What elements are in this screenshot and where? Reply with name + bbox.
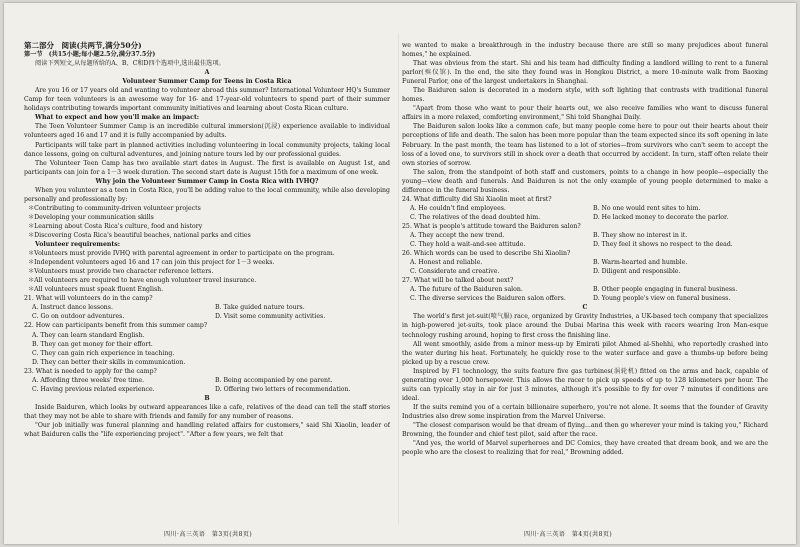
bullet-item: ＊Learning about Costa Rica's culture, food and history [28,222,203,230]
options-row [24,312,390,321]
requirement-item: ＊Independent volunteers aged 16 and 17 can join this project for 1－3 weeks. [28,259,275,267]
options-row [402,267,768,276]
option-b[interactable]: B. Being accompanied by one parent. [215,376,333,384]
passage-a-para-1: The Teen Volunteer Summer Camp is an incredible cultural immersion(沉浸) experience available to individual volunteers aged 16 and 17 and it is fully accompanied by adults. [24,123,390,140]
option-b[interactable]: B. They can get money for their effort. [32,340,153,348]
passage-a-para-2: Participants will take part in planned activities including volunteering in local community projects, taking local dance lessons, going on cultural adventures, and joining nature tours led by our professional guides. [24,141,390,158]
option-c[interactable]: C. The diverse services the Baiduren salon offers. [410,295,566,303]
question-26: 26. Which words can be used to describe Shi Xiaolin? [402,250,571,258]
question-22: 22. How can participants benefit from this summer camp? [24,322,208,330]
options-row [24,376,390,385]
options-row [402,258,768,267]
passage-b-para-1: Inside Baiduren, which looks by outward appearances like a cafe, relatives of the dead can tell the staff stories that they may not be able to share with friends and family for any number of reasons. [24,403,390,420]
options-row [402,213,768,222]
option-d[interactable]: D. Offering two letters of recommendation. [215,385,351,393]
option-c[interactable]: C. The relatives of the dead doubted him. [410,213,541,221]
option-b[interactable]: B. Take guided nature tours. [215,304,305,312]
right-column [402,41,768,524]
option-d[interactable]: D. Visit some community activities. [215,313,326,321]
passage-b-para-2: "Our job initially was funeral planning and handling related affairs for customers," said Shi Xiaolin, leader of what Baiduren calls the "life experiencing project". "After a few years, we felt that [24,421,390,439]
option-c[interactable]: C. Considerate and creative. [410,268,500,276]
passage-c-para-4: If the suits remind you of a certain billionaire superhero, you're not alone. It seems that the founder of Gravity Industries also drew some inspiration from the Marvel Universe. [402,403,768,420]
passage-b-letter: B [204,394,210,402]
passage-b-para-6: The Baiduren salon looks like a common cafe, but many people come here to pour out their hearts about their perceptions of life and death. The salon has been more popular than the team expected since its soft opening in late February. In the past month, the team has listened to a lot of stories—from survivors who can't seem to accept the loss of a loved one, to survivors still in shock over a death that occurred by accident. In turn, staff often relate their own stories of sorrow. [402,123,768,167]
passage-a-heading-3: Volunteer requirements: [35,241,121,249]
options-row [402,240,768,249]
option-d[interactable]: D. They can better their skills in communication. [32,358,186,366]
option-c[interactable]: C. They hold a wait-and-see attitude. [410,241,526,249]
page-footer-right: 四川·高三英语 第4页(共8页) [524,531,613,538]
part-heading: 第二部分 阅读(共两节,满分50分) [24,41,142,50]
page-footer-left: 四川·高三英语 第3页(共8页) [164,531,253,538]
requirement-item: ＊Volunteers must provide IVHQ with parental agreement in order to participate on the program. [28,250,335,258]
passage-a-intro: Are you 16 or 17 years old and wanting to volunteer abroad this summer? International Volunteer HQ's Summer Camp for teen volunteers is an awesome way for 16- and 17-year-old volunteers to spend part of their summer holidays contributing towards important community initiatives and learning about Costa Rican culture. [24,87,390,113]
option-b[interactable]: B. Warm-hearted and humble. [593,259,688,267]
options-row [24,358,390,367]
option-c[interactable]: C. They can gain rich experience in teaching. [32,349,175,357]
left-column [24,41,390,524]
requirement-item: ＊All volunteers must speak fluent English. [28,286,164,294]
option-a[interactable]: A. Honest and reliable. [410,259,483,267]
option-c[interactable]: C. Go on outdoor adventures. [32,313,125,321]
options-row [402,231,768,240]
bullet-item: ＊Developing your communication skills [28,213,154,221]
option-a[interactable]: A. They accept the new trend. [410,231,505,239]
option-a[interactable]: A. The future of the Baiduren salon. [410,286,523,294]
options-row [402,204,768,213]
options-row [24,385,390,394]
passage-c-para-2: All went smoothly, aside from a minor mess-up by Emirati pilot Ahmed al-Shehhi, who reportedly crashed into the water during his heat. Fortunately, he quickly rose to the water surface and gave a thumbs-up before being picked up by a rescue crew. [402,340,768,366]
passage-b-para-7: The salon, from the standpoint of both staff and customers, points to a change in how people—especially the young—view death and funerals. And Baiduren is not the only example of young people determined to make a difference in the funeral business. [402,168,768,194]
passage-c-para-5: "The closest comparison would be that dream of flying...and then go wherever your mind is taking you," Richard Browning, the founder and chief test pilot, said after the race. [402,421,768,439]
option-d[interactable]: D. They feel it shows no respect to the dead. [593,241,733,249]
requirement-item: ＊Volunteers must provide two character reference letters. [28,268,214,276]
option-d[interactable]: D. Young people's view on funeral business. [593,295,731,303]
options-row [402,285,768,294]
passage-a-heading-1: What to expect and how you'll make an impact: [35,114,200,122]
column-divider [398,33,399,524]
passage-b-para-5: "Apart from those who want to pour their hearts out, we also receive families who want to discuss funeral affairs in a more relaxed, comforting environment," Shi told Shanghai Daily. [402,105,768,122]
requirement-item: ＊All volunteers are required to have enough volunteer travel insurance. [28,277,257,285]
exam-sheet [4,3,796,544]
passage-c-para-3: Inspired by F1 technology, the suits feature five gas turbines(涡轮机) fitted on the arms and back, capable of generating over 1,000 horsepower. This allows the racer to pick up speeds of up to 128 kilometers per hour. The suits can typically stay in air for just 3 minutes, although it's possible to fly for over 7 minutes if conditions are ideal. [402,367,768,402]
passage-b-para-3: That was obvious from the start. Shi and his team had difficulty finding a landlord willing to rent to a funeral parlor(殡仪馆). In the end, the site they found was in Hongkou District, a mere 10-minute walk from Baoxing Funeral Parlor, one of the largest undertakers in Shanghai. [402,60,768,86]
passage-a-para-4: When you volunteer as a teen in Costa Rica, you'll be adding value to the local community, while also developing personally and professionally by: [24,186,390,203]
instruction: 阅读下列短文,从每题所给的A、B、C和D四个选项中,选出最佳选项。 [35,60,225,68]
option-d[interactable]: D. Diligent and responsible. [593,268,681,276]
option-a[interactable]: A. They can learn standard English. [32,331,145,339]
passage-b-para-2-cont: we wanted to make a breakthrough in the industry because there are still so many prejudices about funeral homes," he explained. [402,42,768,59]
options-row [24,331,390,340]
options-row [24,349,390,358]
section-heading: 第一节 (共15小题;每小题2.5分,满分37.5分) [24,51,156,59]
passage-a-para-3: The Volunteer Teen Camp has two available start dates in August. The first is available on August 1st, and participants can join for a 1－3 week duration. The second start date is August 15th for a maximum of one week. [24,159,390,176]
passage-a-heading-2: Why join the Volunteer Summer Camp in Costa Rica with IVHQ? [95,177,319,185]
passage-c-letter: C [582,304,588,312]
question-21: 21. What will volunteers do in the camp? [24,295,153,303]
passage-a-letter: A [204,69,210,77]
passage-b-para-4: The Baiduren salon is decorated in a modern style, with soft lighting that contrasts with traditional funeral homes. [402,87,768,104]
question-27: 27. What will be talked about next? [402,277,514,285]
option-b[interactable]: B. They show no interest in it. [593,231,688,239]
question-25: 25. What is people's attitude toward the Baiduren salon? [402,222,581,230]
option-a[interactable]: A. Affording three weeks' free time. [32,376,145,384]
question-24: 24. What difficulty did Shi Xiaolin meet at first? [402,195,552,203]
option-a[interactable]: A. He couldn't find employees. [410,204,506,212]
bullet-item: ＊Contributing to community-driven volunteer projects [28,204,201,212]
option-a[interactable]: A. Instruct dance lessons. [32,304,113,312]
option-b[interactable]: B. No one would rent sites to him. [593,204,701,212]
passage-c-para-1: The world's first jet-suit(喷气服) race, organized by Gravity Industries, a UK-based tech company that specializes in high-powered jet-suits, took place around the Dubai Marina this week with racers wearing Iron Man-esque technology rushing around, hoping to first cross the finishing line. [402,313,768,339]
question-23: 23. What is needed to apply for the camp? [24,367,157,375]
option-d[interactable]: D. He lacked money to decorate the parlor. [593,213,729,221]
bullet-item: ＊Discovering Costa Rica's beautiful beaches, national parks and cities [28,231,251,239]
passage-c-para-6: "And yes, the world of Marvel superheroes and DC Comics, they have created that dream book, and we are the people who are the closest to realizing that for real," Browning added. [402,440,768,457]
passage-a-title: Volunteer Summer Camp for Teens in Costa Rica [122,78,292,86]
options-row [24,340,390,349]
options-row [402,294,768,303]
options-row [24,303,390,312]
option-b[interactable]: B. Other people engaging in funeral business. [593,286,738,294]
option-c[interactable]: C. Having previous related experience. [32,385,155,393]
